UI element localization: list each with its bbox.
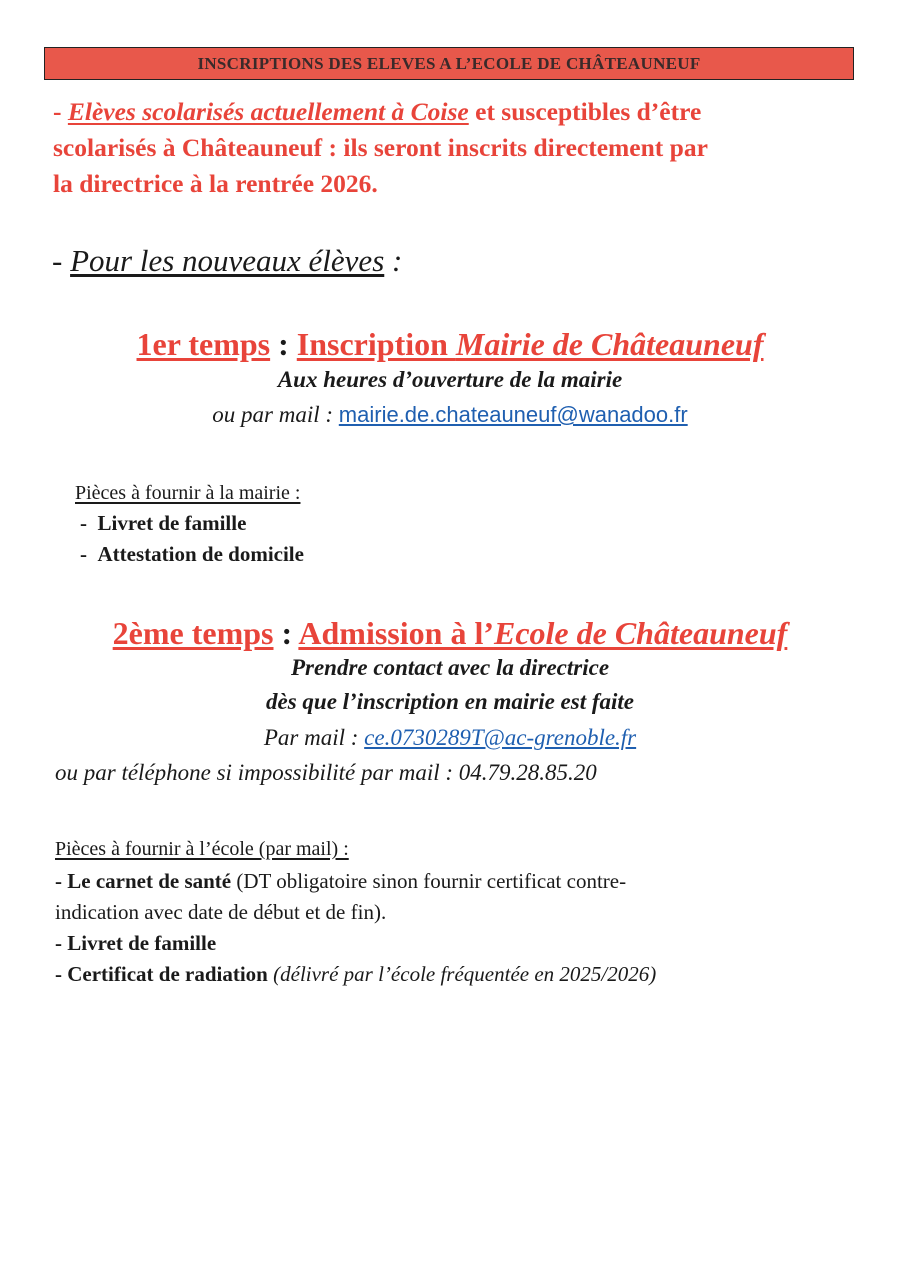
new-students-heading (52, 243, 402, 279)
intro-dash: - (53, 97, 68, 126)
step1-mail-prefix: ou par mail : (212, 402, 339, 427)
step1-label: 1er temps (136, 326, 271, 362)
mairie-piece-item: - Livret de famille (80, 511, 247, 535)
step1-mail-line (0, 402, 900, 428)
mairie-email-link[interactable]: mairie.de.chateauneuf@wanadoo.fr (338, 402, 688, 427)
step1-heading (0, 326, 900, 363)
intro-paragraph (53, 94, 853, 202)
mairie-piece-item: - Attestation de domicile (80, 542, 304, 566)
school-piece-item: - Livret de famille (55, 931, 217, 955)
step2-line1: Prendre contact avec la directrice (290, 655, 610, 680)
step2-sep: : (273, 615, 299, 651)
step2-label: 2ème temps (112, 615, 274, 651)
new-students-colon: : (384, 243, 403, 278)
school-piece-item: - Le carnet de santé (DT obligatoire sinon fournir certificat contre- (55, 869, 627, 893)
new-students-label: Pour les nouveaux élèves (70, 243, 385, 278)
intro-line1-rest: et susceptibles d’être (468, 97, 702, 126)
school-pieces-heading: Pièces à fournir à l’école (par mail) : (55, 838, 349, 860)
school-email-link[interactable]: ce.0730289T@ac-grenoble.fr (364, 725, 637, 750)
step2-phone-line: ou par téléphone si impossibilité par mail : 04.79.28.85.20 (55, 760, 597, 785)
school-piece-item: - Certificat de radiation (délivré par l’école fréquentée en 2025/2026) (55, 962, 657, 986)
new-students-dash: - (52, 243, 71, 278)
step2-mail-prefix: Par mail : (263, 725, 365, 750)
step1-hours: Aux heures d’ouverture de la mairie (277, 367, 623, 392)
step2-line2: dès que l’inscription en mairie est faite (266, 689, 634, 714)
school-pieces-list (55, 866, 875, 990)
school-piece-item-continued: indication avec date de début et de fin). (55, 900, 387, 924)
step2-heading (0, 615, 900, 652)
intro-line3: la directrice à la rentrée 2026. (53, 169, 378, 198)
step2-mail-line (0, 725, 900, 751)
step1-title: Inscription Mairie de Châteauneuf (296, 326, 764, 362)
mairie-pieces-heading: Pièces à fournir à la mairie : (75, 482, 301, 504)
intro-highlight: Elèves scolarisés actuellement à Coise (67, 97, 469, 126)
page-title-banner: INSCRIPTIONS DES ELEVES A L’ECOLE DE CHÂTEAUNEUF (44, 47, 854, 80)
intro-line2: scolarisés à Châteauneuf : ils seront inscrits directement par (53, 133, 708, 162)
step1-sep: : (270, 326, 297, 362)
step2-title: Admission à l’Ecole de Châteauneuf (298, 615, 788, 651)
